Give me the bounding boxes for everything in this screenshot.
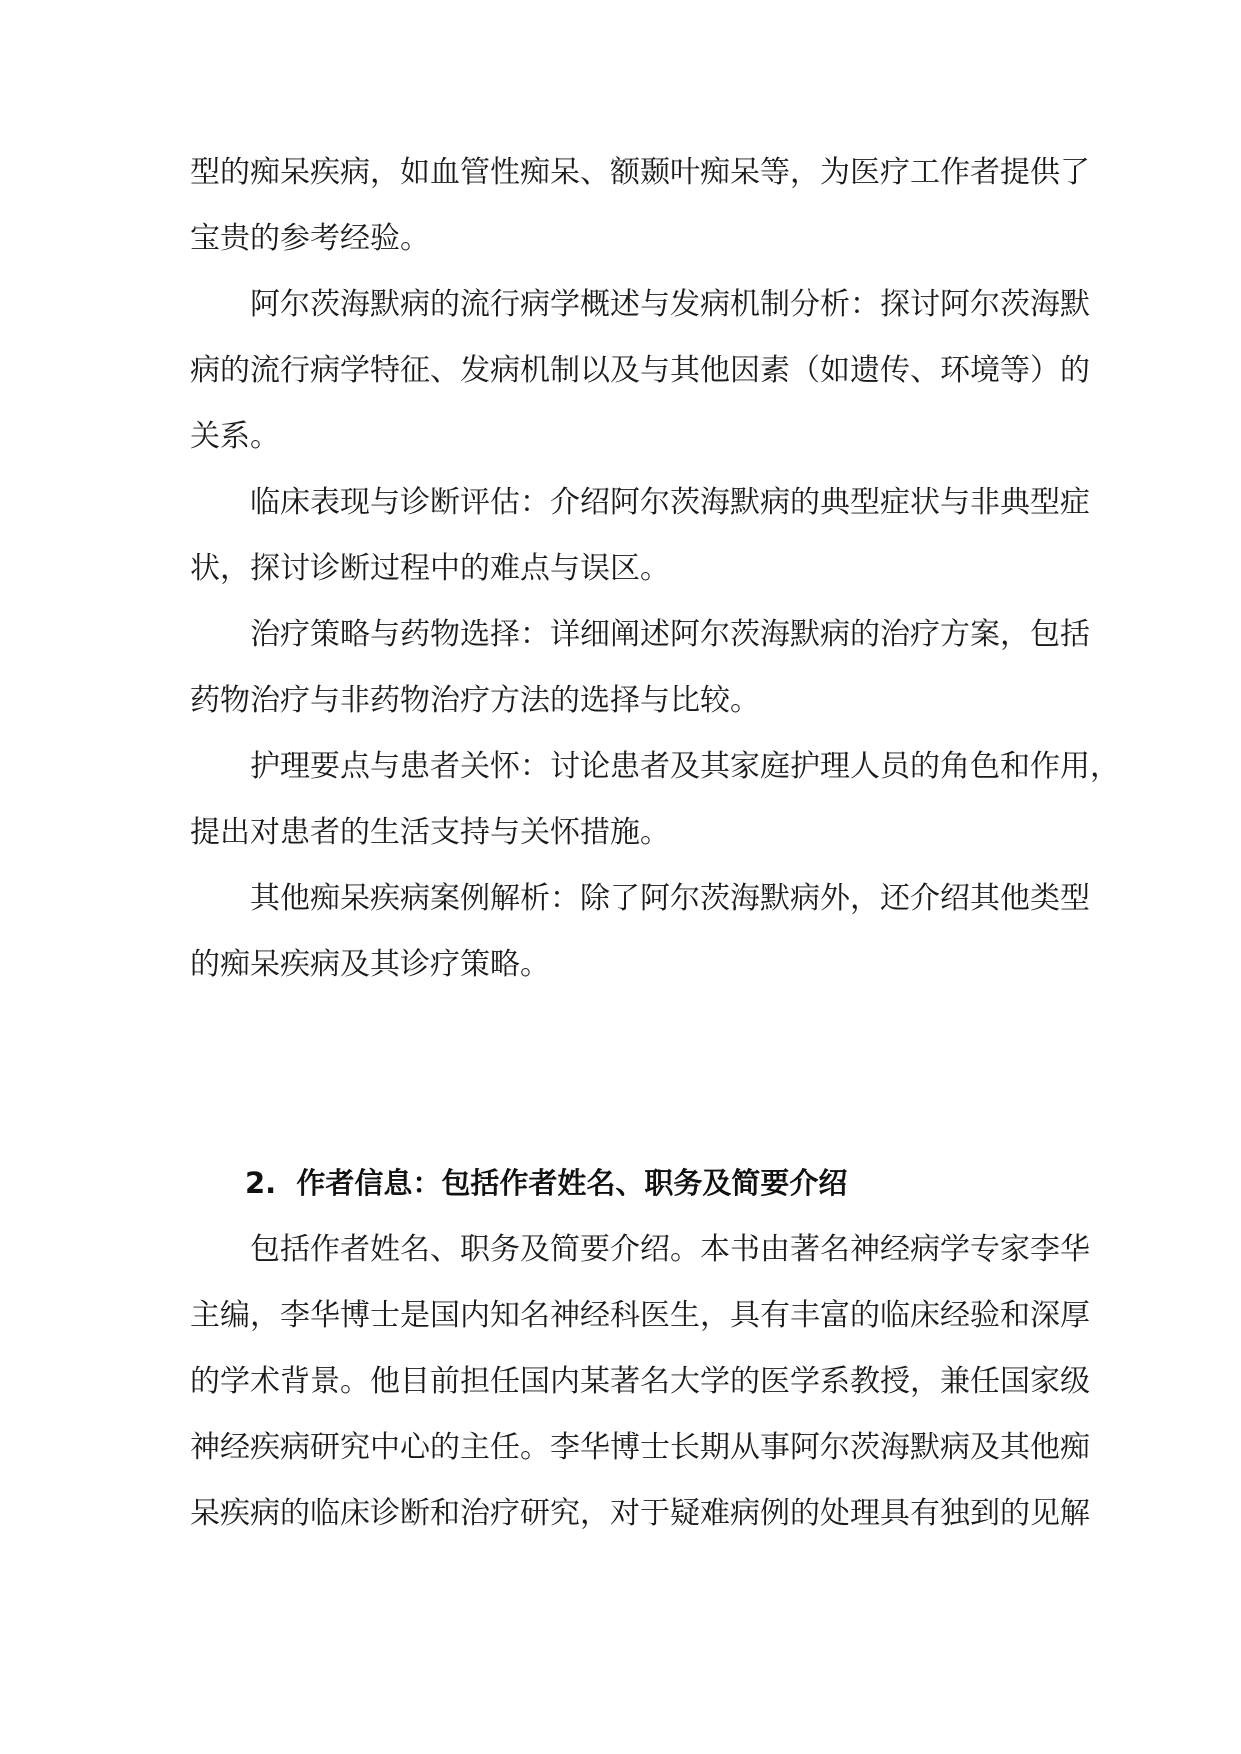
- paragraph-dementia-types: [190, 140, 1090, 272]
- text-line: 状，探讨诊断过程中的难点与误区。: [190, 551, 670, 586]
- text-line: 的学术背景。他目前担任国内某著名大学的医学系教授，兼任国家级: [190, 1364, 1090, 1399]
- text-line: 主编，李华博士是国内知名神经科医生，具有丰富的临床经验和深厚: [190, 1298, 1090, 1333]
- text-line: 提出对患者的生活支持与关怀措施。: [190, 815, 670, 850]
- text-line: 包括作者姓名、职务及简要介绍。本书由著名神经病学专家李华: [250, 1232, 1090, 1267]
- text-line: 护理要点与患者关怀：讨论患者及其家庭护理人员的角色和作用，: [250, 749, 1120, 784]
- paragraph-author-info: [190, 1217, 1090, 1547]
- text-line: 的痴呆疾病及其诊疗策略。: [190, 947, 550, 982]
- text-line: 型的痴呆疾病，如血管性痴呆、额颞叶痴呆等，为医疗工作者提供了: [190, 155, 1090, 190]
- section-heading: [245, 1150, 847, 1216]
- paragraph-nursing-care: [190, 734, 1120, 866]
- text-line: 阿尔茨海默病的流行病学概述与发病机制分析：探讨阿尔茨海默: [250, 287, 1090, 322]
- text-line: 神经疾病研究中心的主任。李华博士长期从事阿尔茨海默病及其他痴: [190, 1430, 1090, 1465]
- text-line: 治疗策略与药物选择：详细阐述阿尔茨海默病的治疗方案，包括: [250, 617, 1090, 652]
- text-line: 宝贵的参考经验。: [190, 221, 430, 256]
- text-line: 临床表现与诊断评估：介绍阿尔茨海默病的典型症状与非典型症: [250, 485, 1090, 520]
- section-number: 2.: [245, 1166, 277, 1200]
- text-line: 呆疾病的临床诊断和治疗研究，对于疑难病例的处理具有独到的见解: [190, 1496, 1090, 1531]
- text-line: 病的流行病学特征、发病机制以及与其他因素（如遗传、环境等）的: [190, 353, 1090, 388]
- section-title: 作者信息：包括作者姓名、职务及简要介绍: [296, 1166, 848, 1200]
- text-line: 药物治疗与非药物治疗方法的选择与比较。: [190, 683, 760, 718]
- paragraph-treatment: [190, 602, 1090, 734]
- author-section: [190, 1217, 1090, 1547]
- paragraph-clinical-diagnosis: [190, 470, 1090, 602]
- text-line: 其他痴呆疾病案例解析：除了阿尔茨海默病外，还介绍其他类型: [250, 881, 1090, 916]
- paragraph-other-dementia: [190, 866, 1090, 998]
- paragraph-epidemiology: [190, 272, 1090, 470]
- document-body: [190, 140, 1120, 998]
- text-line: 关系。: [190, 419, 280, 454]
